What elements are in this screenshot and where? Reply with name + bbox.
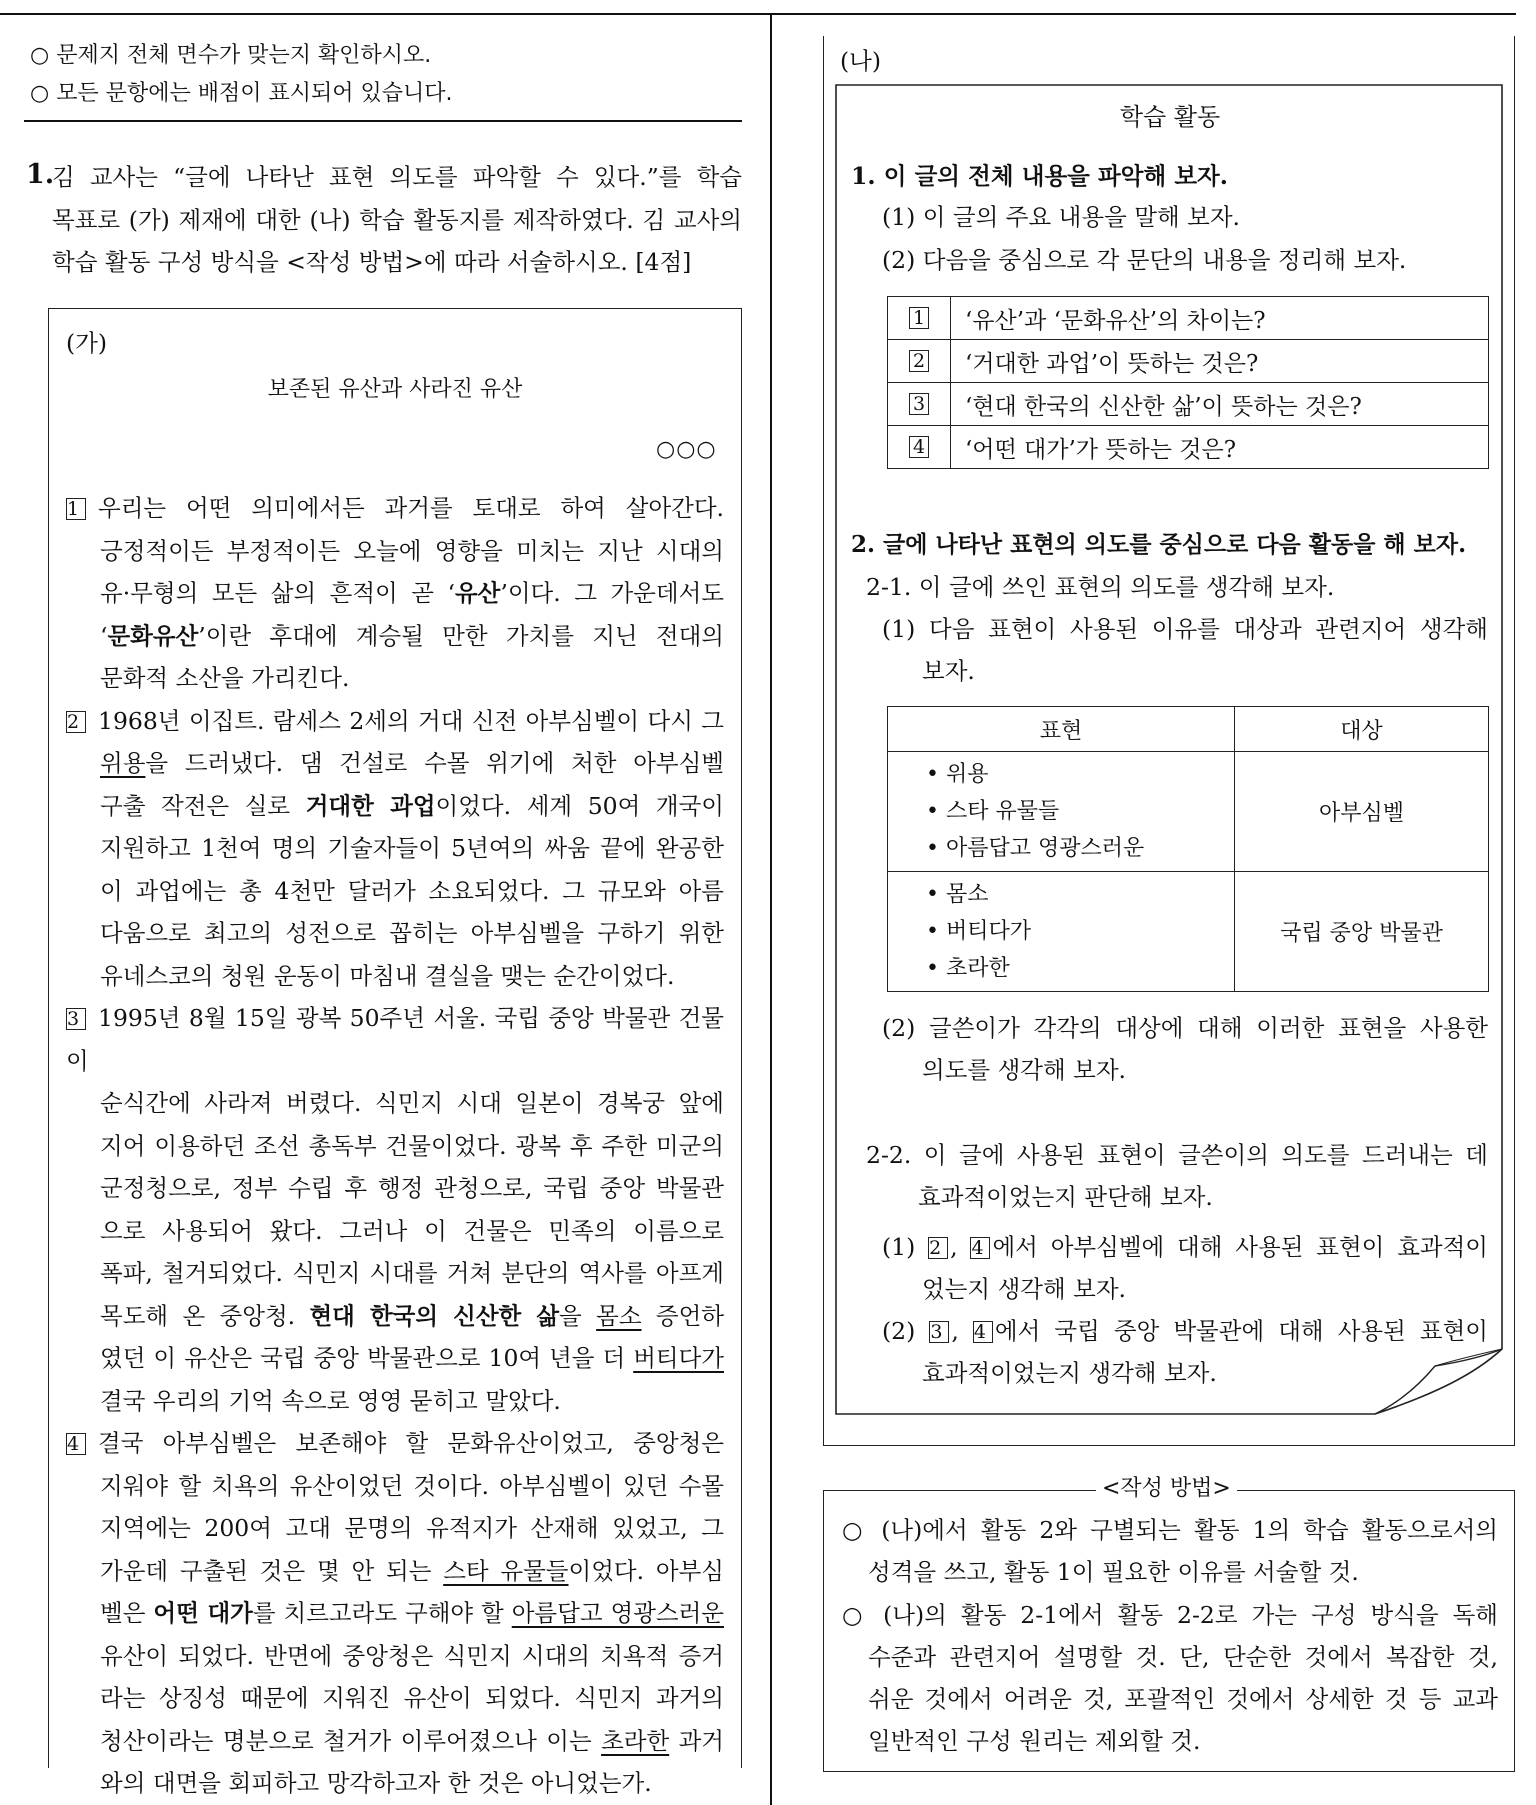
keyword-yusan: 유산 [454, 579, 501, 607]
activity-2-2: 2-2. 이 글에 사용된 표현이 글쓴이의 의도를 드러내는 데 효과적이었는지 판단해 보자. [866, 1141, 1488, 1211]
column-header-expression: 표현 [888, 707, 1235, 752]
paragraph-number: 2 [66, 711, 86, 733]
table-row: • 몸소 • 버티다가 • 초라한 국립 중앙 박물관 [888, 872, 1489, 992]
underlined-beotidaga: 버티다가 [633, 1344, 724, 1372]
question-line-3: 학습 활동 구성 방식을 <작성 방법>에 따라 서술하시오. [4점] [52, 248, 692, 276]
notice-2: ○ 모든 문항에는 배점이 표시되어 있습니다. [30, 81, 453, 106]
underlined-chorahan: 초라한 [601, 1726, 670, 1755]
table-row: 3 ‘현대 한국의 신산한 삶’이 뜻하는 것은? [888, 383, 1489, 426]
activity-1-heading: 1. 이 글의 전체 내용을 파악해 보자. [851, 162, 1228, 190]
activity-2-1-item-1: (1) 다음 표현이 사용된 이유를 대상과 관련지어 생각해 보자. [882, 615, 1488, 685]
underlined-momso: 몸소 [596, 1301, 642, 1330]
notice-rule [24, 120, 742, 122]
underlined-areumdapgo: 아름답고 영광스러운 [511, 1599, 725, 1627]
activity-1-item-1: (1) 이 글의 주요 내용을 말해 보자. [882, 203, 1240, 231]
keyword-eotteon-daega: 어떤 대가 [153, 1599, 253, 1627]
method-bullet-2: ○ (나)의 활동 2-1에서 활동 2-2로 가는 구성 방식을 독해 수준과 관련지어 설명할 것. 단, 단순한 것에서 복잡한 것, 쉬운 것에서 어려운 것, 포괄적인 것에서 상세한 것 등 교과 일반적인 구성 원리는 제외할 것. [842, 1601, 1498, 1755]
activity-2-1-heading: 2-1. 이 글에 쓰인 표현의 의도를 생각해 보자. [866, 573, 1335, 601]
passage-label: (가) [66, 329, 108, 357]
question-number: 1. [26, 159, 55, 190]
activity-2-heading: 2. 글에 나타난 표현의 의도를 중심으로 다음 활동을 해 보자. [851, 531, 1467, 558]
underlined-star-yumuldeul: 스타 유물들 [443, 1556, 569, 1585]
activity-2-1-item-2: (2) 글쓴이가 각각의 대상에 대해 이러한 표현을 사용한 의도를 생각해 보자. [882, 1014, 1488, 1084]
table-row: • 위용 • 스타 유물들 • 아름답고 영광스러운 아부심벨 [888, 752, 1489, 872]
method-bullet-1: ○ (나)에서 활동 2와 구별되는 활동 1의 학습 활동으로서의 성격을 쓰고, 활동 1이 필요한 이유를 서술할 것. [842, 1516, 1498, 1586]
keyword-sinsanhan-sam: 현대 한국의 신산한 삶 [309, 1301, 560, 1330]
method-title: <작성 방법> [1096, 1468, 1237, 1510]
paragraph-question-table [887, 296, 1489, 469]
notice-1: ○ 문제지 전체 면수가 맞는지 확인하시오. [30, 43, 432, 68]
column-header-target: 대상 [1235, 707, 1489, 752]
question-text [52, 156, 742, 284]
keyword-geodaehan-gwaeop: 거대한 과업 [305, 791, 436, 820]
expression-table [887, 706, 1489, 992]
passage-author: ○○○ [656, 437, 717, 462]
column-divider [770, 13, 772, 1805]
question-line-2: 목표로 (가) 제재에 대한 (나) 학습 활동지를 제작하였다. 김 교사의 [52, 205, 742, 234]
na-label: (나) [840, 47, 882, 75]
paragraph-number: 4 [66, 1433, 86, 1455]
activity-1-item-2: (2) 다음을 중심으로 각 문단의 내용을 정리해 보자. [882, 246, 1407, 274]
table-row: 2 ‘거대한 과업’이 뜻하는 것은? [888, 340, 1489, 383]
keyword-munhwayusan: 문화유산 [107, 621, 199, 650]
paragraph-number: 3 [66, 1008, 86, 1030]
table-header-row [888, 707, 1489, 752]
table-row: 1 ‘유산’과 ‘문화유산’의 차이는? [888, 297, 1489, 340]
table-row: 4 ‘어떤 대가’가 뜻하는 것은? [888, 426, 1489, 469]
paragraph-number: 1 [66, 498, 86, 520]
passage-title: 보존된 유산과 사라진 유산 [267, 377, 523, 402]
question-line-1: 김 교사는 “글에 나타난 표현 의도를 파악할 수 있다.”를 학습 [52, 163, 742, 191]
activity-2-2-item-2: (2) 3 , 4 에서 국립 중앙 박물관에 대해 사용된 표현이 효과적이었는지 생각해 보자. [882, 1317, 1488, 1387]
underlined-wiyong: 위용 [100, 749, 146, 777]
activity-2-2-item-1: (1) 2 , 4 에서 아부심벨에 대해 사용된 표현이 효과적이 었는지 생각해 보자. [882, 1233, 1489, 1303]
activity-title: 학습 활동 [1119, 103, 1221, 131]
passage-body: 1 우리는 어떤 의미에서든 과거를 토대로 하여 살아간다. 긍정적이든 부정적이든 오늘에 영향을 미치는 지난 시대의 유·무형의 모든 삶의 흔적이 곧 ‘유산’이다. 그 가운데서도 ‘문화유산’이란 후대에 계승될 만한 가치를 지닌 전대의 문화적 소산을 가리킨다. 2 1968년 이집트. 람세스 2세의 거대 신전 아부심벨이 다시 그 위용을 드러냈다. 댐 건설로 수몰 위기에 처한 아부심벨 구출 작전은 실로 거대한 과업이었다. 세계 50여 개국이 지원하고 1천여 명의 기술자들이 5년여의 싸움 끝에 완공한 이 과업에는 총 4천만 달러가 소요되었다. 그 규모와 아름 다움으로 최고의 성전으로 꼽히는 아부심벨을 구하기 위한 유네스코의 청원 운동이 마침내 결실을 맺는 순간이었다. 3 1995년 8월 15일 광복 50주년 서울. 국립 중앙 박물관 건물이 순식간에 사라져 버렸다. 식민지 시대 일본이 경복궁 앞에 지어 이용하던 조선 총독부 건물이었다. 광복 후 주한 미군의 군정청으로, 정부 수립 후 행정 관청으로, 국립 중앙 박물관 으로 사용되어 왔다. 그러나 이 건물은 민족의 이름으로 폭파, 철거되었다. 식민지 시대를 거쳐 분단의 역사를 아프게 목도해 온 중앙청. 현대 한국의 신산한 삶을 몸소 증언하 였던 이 유산은 국립 중앙 박물관으로 10여 년을 더 버티다가 결국 우리의 기억 속으로 영영 묻히고 말았다. 4 결국 아부심벨은 보존해야 할 문화유산이었고, 중앙청은 지워야 할 치욕의 유산이었던 것이다. 아부심벨이 있던 수몰 지역에는 200여 고대 문명의 유적지가 산재해 있었고, 그 가운데 구출된 것은 몇 안 되는 스타 유물들이었다. 아부심 벨은 어떤 대가를 치르고라도 구해야 할 아름답고 영광스러운 유산이 되었다. 반면에 중앙청은 식민지 시대의 치욕적 증거 라는 상징성 때문에 지워진 유산이 되었다. 식민지 과거의 청산이라는 명분으로 철거가 이루어졌으나 이는 초라한 과거 와의 대면을 회피하고 망각하고자 한 것은 아니었는가. [66, 494, 725, 1797]
top-rule [0, 13, 1516, 15]
